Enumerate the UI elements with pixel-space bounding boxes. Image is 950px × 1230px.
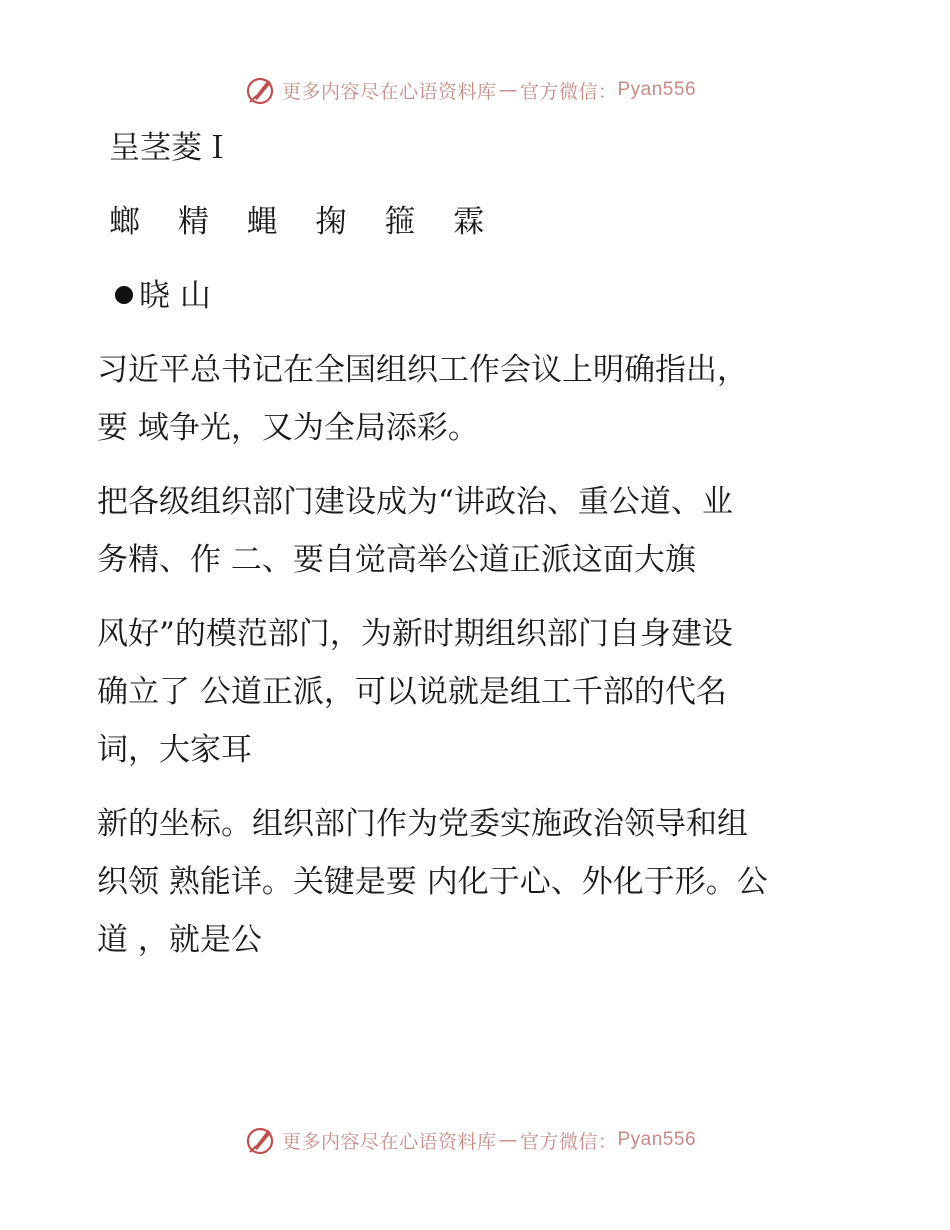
author-name: 晓 山 bbox=[139, 278, 211, 314]
paragraph-line: 词，大家耳 bbox=[97, 732, 252, 768]
watermark-wechat-id: Pyan556 bbox=[617, 79, 697, 100]
bullet-icon bbox=[115, 286, 133, 304]
paragraph-line: 务精、作 二、要自觉高举公道正派这面大旗 bbox=[97, 542, 696, 578]
paragraph-line: 道 ，就是公 bbox=[97, 922, 262, 958]
quill-logo-icon bbox=[244, 74, 276, 106]
watermark-label: 官方微信： bbox=[519, 1130, 618, 1153]
watermark-separator: — bbox=[498, 79, 518, 101]
paragraph-line: 新的坐标。组织部门作为党委实施政治领导和组 bbox=[97, 806, 748, 842]
paragraph-line: 织领 熟能详。关键是要 内化于心、外化于形。公 bbox=[97, 864, 768, 900]
paragraph-line: 确立了 公道正派，可以说就是组工千部的代名 bbox=[97, 674, 727, 710]
watermark-wechat-id: Pyan556 bbox=[617, 1129, 697, 1150]
article-subtitle: 螂 精 蝿 掬 箍 霖 bbox=[109, 204, 499, 240]
watermark-header bbox=[0, 70, 950, 110]
paragraph-line: 风好”的模范部门，为新时期组织部门自身建设 bbox=[97, 616, 733, 652]
article-title: 呈茎菱Ｉ bbox=[109, 130, 233, 166]
article-author bbox=[115, 276, 211, 316]
paragraph-line: 习近平总书记在全国组织工作会议上明确指出， bbox=[97, 352, 748, 388]
paragraph-line: 要 域争光，又为全局添彩。 bbox=[97, 410, 479, 446]
watermark-footer bbox=[0, 1120, 950, 1160]
watermark-separator: — bbox=[498, 1129, 518, 1151]
paragraph-line: 把各级组织部门建设成为“讲政治、重公道、业 bbox=[97, 484, 733, 520]
watermark-text: 更多内容尽在心语资料库 bbox=[281, 80, 497, 103]
watermark-label: 官方微信： bbox=[519, 80, 618, 103]
quill-logo-icon bbox=[244, 1124, 276, 1156]
watermark-text: 更多内容尽在心语资料库 bbox=[281, 1130, 497, 1153]
